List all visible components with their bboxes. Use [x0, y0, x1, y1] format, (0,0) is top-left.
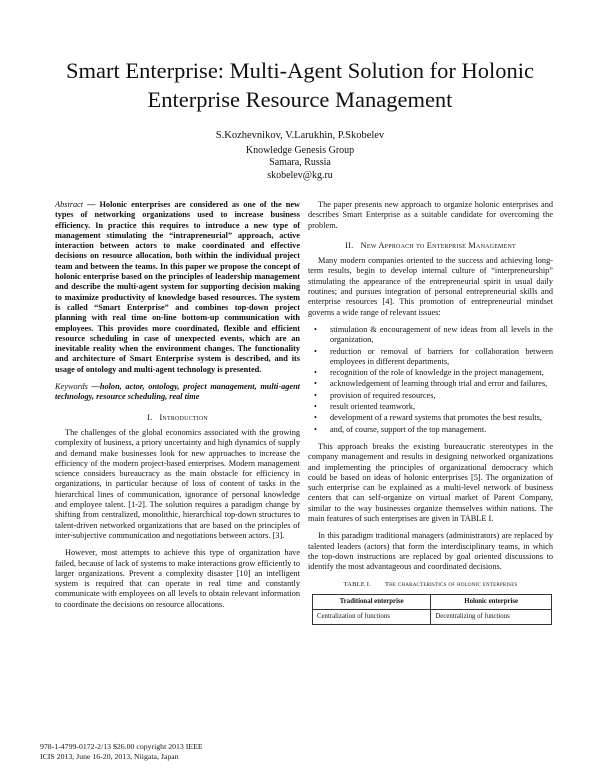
keywords [55, 382, 300, 403]
table-header-cell: Holonic enterprise [431, 594, 552, 609]
bullet-icon: • [314, 390, 317, 400]
affiliation: Knowledge Genesis Group [245, 144, 355, 156]
bullet-icon: • [314, 413, 317, 423]
location: Samara, Russia [269, 157, 331, 168]
list-item: • reduction or removal of barriers for collaboration between employees in different departments, [314, 346, 553, 366]
section-title: New Approach to Enterprise Management [360, 239, 516, 250]
left-column [55, 200, 300, 617]
table-caption [308, 580, 553, 590]
list-item: • stimulation & encouragement of new ideas from all levels in the organization, [314, 324, 553, 345]
section-number: I. [147, 411, 153, 422]
bullet-icon: • [314, 368, 317, 378]
list-item: • recognition of the role of knowledge in the project management, [314, 368, 544, 378]
characteristics-table [312, 594, 552, 626]
title-line-2: Enterprise Resource Management [147, 87, 453, 112]
right-column [308, 200, 553, 625]
bullet-icon: • [314, 324, 317, 334]
list-item: • development of a reward systems that promotes the best results, [314, 413, 542, 423]
section-number: II. [345, 239, 354, 250]
bullet-icon: • [314, 379, 317, 389]
email: skobelev@kg.ru [267, 169, 333, 181]
intro-paragraph-2: However, most attempts to achieve this type of organization have failed, because of lack of systems to make interactions grow efficiently to larger organizations. Prevent a complexity disaster [10] an intelligent system is required that can operate in real time and constantly communicate with employees on all levels to obtain relevant information to coordinate the decisions on resource allocations. [55, 548, 300, 609]
title-line-1: Smart Enterprise: Multi-Agent Solution for Holonic [65, 58, 535, 83]
section-title: Introduction [159, 411, 208, 422]
bullet-icon: • [314, 424, 317, 434]
list-item: • and, of course, support of the top management. [314, 424, 487, 434]
abstract-text: — Holonic enterprises are considered as one of the new types of networking organizations used to increase business efficiency. In practice this requires to introduce a new type of management stimulating the “intrapreneurial” approach, active interaction between actors to make coordinated and effective decisions on resource allocation, both within the individual project team and between the teams. In this paper we propose the concept of holonic enterprise based on the principles of leadership management and describe the multi-agent system for supporting decision making to maximize productivity of knowledge based resources. The system is called “Smart Enterprise” and combines top-down project planning with real time on-line bottom-up communication with employees. This provides more coordinated, flexible and efficient resource scheduling in case of unexpected events, which are an inevitable reality when the environment changes. The functionality and architecture of Smart Enterprise system is described, and its usage of ontology and multi-agent technology is presented. [55, 200, 300, 374]
intro-paragraph-1: The challenges of the global economics associated with the growing complexity of business, a priory uncertainty and high dynamics of supply and demand make businesses look for new approaches to increase the efficiency of the modern project-based enterprises. Modern management science considers bureaucracy as the main obstacle for efficiency in organizations, in particular because of loss of content of tasks in the hierarchical lines of communication, ignorance of personal knowledge and employee talent. [1-2]. The solution requires a paradigm change by shifting from centralized, monolithic, hierarchical top-down structures to talent-driven networked organizations that are based on the principles of inter-subjective communication and negotiations between actors. [3]. [55, 427, 300, 540]
conference-line: ICIS 2013, June 16-20, 2013, Niigata, Japan [40, 752, 179, 761]
page-footer [40, 742, 203, 762]
table-header-row [313, 594, 552, 609]
bullet-icon: • [314, 346, 317, 356]
approach-paragraph-3: In this paradigm traditional managers (administrators) are replaced by talented leaders (actors) that form the interdisciplinary teams, in which the top-down instructions are replaced by goal oriented discussions to identify the most advantageous and coordinated decisions. [308, 531, 553, 572]
section-heading-introduction [55, 412, 300, 422]
keywords-text: —holon, actor, ontology, project management, multi-agent technology, resource scheduling, real time [55, 382, 300, 402]
approach-paragraph-2: This approach breaks the existing bureaucratic stereotypes in the company management and results in designing networked organizations and implementing the principles of organizational democracy which could be based on ideas of holonic enterprises [5]. The organization of such enterprise can be explained as a multi-level network of business centers that can self-organize on virtual market of Parent Company, similar to the way businesses organize themselves within nations. The main features of such enterprises are given in TABLE I. [308, 441, 553, 524]
abstract [55, 200, 300, 375]
author-names: S.Kozhevnikov, V.Larukhin, P.Skobelev [215, 130, 385, 141]
list-item: • acknowledgement of learning through trial and error and failures, [314, 379, 548, 389]
table-label: TABLE I. [343, 580, 371, 588]
section-heading-new-approach [308, 240, 553, 250]
keywords-label: Keywords [55, 382, 88, 392]
bullet-icon: • [314, 402, 317, 412]
abstract-label: Abstract [55, 200, 84, 209]
list-item: • provision of required resources, [314, 390, 436, 400]
copyright-line: 978-1-4799-0172-2/13 $26.00 copyright 2013 IEEE [40, 742, 203, 751]
author-block [150, 130, 450, 182]
issues-list [308, 325, 553, 435]
list-item: • result oriented teamwork, [314, 402, 416, 412]
paper-title [40, 56, 560, 114]
table-caption-text: The characteristics of holonic enterprises [384, 580, 518, 588]
table-cell: Decentralizing of functions [431, 610, 552, 625]
approach-paragraph-1: Many modern companies oriented to the success and achieving long-term results, begin to develop internal culture of “interpreneurship” stimulating the appearance of the entrepreneurial spirit in usual daily routines; and pursues integration of personal entrepreneurial skills and enterprise resources [4]. This promotion of entrepreneurial mindset governs a wide range of relevant issues: [308, 256, 553, 317]
table-row [313, 610, 552, 625]
intro-paragraph-3: The paper presents new approach to organize holonic enterprises and describes Smart Enterprise as a suitable candidate for overcoming the problem. [308, 200, 553, 230]
table-cell: Centralization of functions [313, 610, 431, 625]
table-header-cell: Traditional enterprise [313, 594, 431, 609]
